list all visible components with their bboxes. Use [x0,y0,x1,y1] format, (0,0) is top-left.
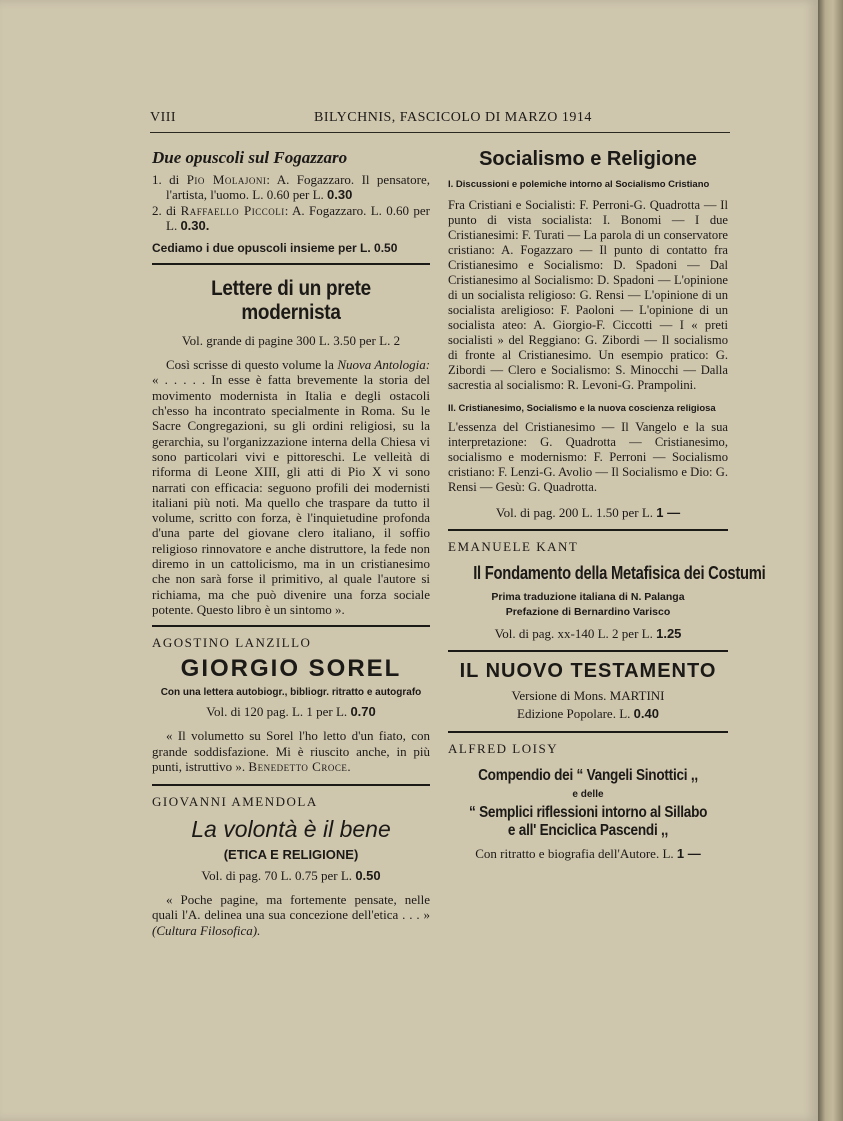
vol-text: Con ritratto e biografia dell'Autore. L. [475,846,674,861]
sorel-subtitle: Con una lettera autobiogr., bibliogr. ritratto e autografo [160,687,422,699]
divider [152,625,430,627]
amendola-subtitle: (ETICA E RELIGIONE) [223,847,359,863]
running-title: BILYCHNIS, FASCICOLO DI MARZO 1914 [314,110,592,125]
vol-price: 0.70 [350,704,376,720]
item-price: 0.30 [327,187,353,203]
kant-title: Il Fondamento della Metafisica dei Costumi [473,563,766,583]
edition-text: Edizione Popolare. L. [517,706,631,721]
page-edge [818,0,843,1121]
kant-translator: Prima traduzione italiana di N. Palanga [491,591,685,603]
kant-vol [448,626,728,642]
amendola-section [152,794,430,938]
divider [152,784,430,786]
loisy-title-1: Compendio dei “ Vangeli Sinottici ,, [478,767,698,784]
list-item [152,203,430,234]
socialismo-title: Socialismo e Religione [479,148,697,170]
body-text: « . . . . . In esse è fatta brevemente la storia del movimento modernista in Italia e degli ostacoli ch'esso ha incontrato specialmente in Roma. Su le Sacre Congregazioni, su gli ordini religiosi, su la gerarchia, su l'organizzazione interna della Chiesa vi sono particolari vivi e pittoreschi. Le velleità di riforma di Leone XIII, gli atti di Pio X vi sono narrati con efficacia: seguono profili dei modernisti italiani più noti. Ma quello che traspare da tutto il volume, scritto con forza, è l'inquietudine profonda d'una parte del giovane clero italiano, il soffio religioso rinnovatore e anche distruttore, la fede non diremo in un cattolicismo, ma in un cristianesimo che non sarà forse il primitivo, al quale l'autore si richiama, ma che può divenire una forza sociale potente. Questo libro è un sintomo ». [152,372,430,617]
sorel-title: GIORGIO SOREL [180,655,402,683]
item-text: : A. Fogazzaro. L. 0.60 per L. [166,202,431,233]
socialismo-section-2: II. Cristianesimo, Socialismo e la nuova coscienza religiosa [448,403,716,414]
divider [152,263,430,265]
quote-source: (Cultura Filosofica). [152,922,261,938]
sorel-quote [152,728,430,774]
item-number: 2. di [152,202,177,218]
amendola-quote [152,892,430,938]
vol-text: Vol. di pag. xx-140 L. 2 per L. [494,626,653,641]
amendola-vol [152,868,430,884]
body-text: Così scrisse di questo volume la [166,357,334,373]
kant-author: EMANUELE KANT [448,539,579,554]
vol-price: 1 — [656,505,681,520]
vol-price: 1.25 [656,626,682,641]
testamento-version: Versione di Mons. MARTINI [511,688,665,703]
list-item [152,172,430,203]
kant-section [448,539,766,642]
lettere-title: Lettere di un prete modernista [211,277,371,325]
item-number: 1. di [152,172,180,187]
vol-price: 1 — [676,846,701,861]
kant-preface: Prefazione di Bernardino Varisco [505,606,671,618]
loisy-title-2: “ Semplici riflessioni intorno al Sillabo [469,804,708,821]
page-number: VIII [150,110,177,125]
divider [448,650,728,652]
divider [448,731,728,733]
lettere-body [152,357,430,617]
fogazzaro-section [152,148,430,255]
sorel-vol [152,704,430,720]
amendola-title: La volontà è il bene [191,816,391,843]
testamento-title: IL NUOVO TESTAMENTO [459,660,717,682]
vol-price: 0.50 [355,868,381,884]
loisy-and: e delle [572,789,604,800]
divider [448,529,728,531]
amendola-author: GIOVANNI AMENDOLA [152,794,318,810]
loisy-vol [448,846,728,862]
vol-text: Vol. di pag. 200 L. 1.50 per L. [495,505,654,520]
left-column [152,148,430,938]
fogazzaro-offer: Cediamo i due opuscoli insieme per L. 0.50 [152,241,398,256]
fogazzaro-list [152,172,430,233]
body-source: Nuova Antologia: [337,357,431,373]
vol-text: Vol. di pag. 70 L. 0.75 per L. [201,868,353,884]
item-author: Raffaello Piccoli [180,202,285,218]
loisy-section [448,741,728,862]
testamento-edition [448,705,728,723]
header-rule [150,132,730,133]
edition-price: 0.40 [633,706,659,721]
item-author: Pio Molajoni [186,172,267,187]
testamento-section [448,660,728,723]
quote-author: Benedetto Croce. [248,758,352,774]
fogazzaro-title: Due opuscoli sul Fogazzaro [152,148,348,167]
socialismo-text-1: Fra Cristiani e Socialisti: F. Perroni-G. Quadrotta — Il punto di vista socialista: I. Bonomi — I due Cristianesimi: F. Turati — La parola di un conservatore cristiano: A. Fogazzaro — Il punto di contatto fra Cristianesimo e Socialismo: D. Spadoni — Dal Cristianesimo al Socialismo: D. Spadoni — L'opinione di un socialista religioso: G. Rensi — L'opinione di un socialista areligioso: F. Paoloni — L'opinione di un socialista ateo: A. Giorgio-F. Ciccotti — I « preti socialisti » del Reggiano: G. Zibordi — Il socialismo di fronte al Cristianesimo. Un esempio pratico: G. Zibordi — Clero e Socialismo: S. Minocchi — Dalla sacrestia al socialismo: R. Levoni-G. Prampolini. [448,198,728,392]
sorel-section [152,635,430,774]
socialismo-section [448,148,728,521]
sorel-author: AGOSTINO LANZILLO [152,635,312,651]
loisy-author: ALFRED LOISY [448,741,559,756]
lettere-vol: Vol. grande di pagine 300 L. 3.50 per L. 2 [181,333,401,349]
right-column [448,148,766,870]
socialismo-text-2: L'essenza del Cristianesimo — Il Vangelo e la sua interpretazione: G. Quadrotta — Cristianesimo, socialismo e modernismo: F. Perroni — Socialismo cristiano: F. Lenzi-G. Avolio — Il Socialismo e Dio: G. Rensi — Gesù: G. Quadrotta. [448,420,728,494]
socialismo-vol [448,505,728,521]
item-text: : A. Fogazzaro. Il pensatore, l'artista, l'uomo. L. 0.60 per L. [166,172,430,203]
quote-text: « Poche pagine, ma fortemente pensate, nelle quali l'A. delinea una sua concezione dell'etica . . . » [152,892,430,923]
vol-text: Vol. di 120 pag. L. 1 per L. [206,704,348,720]
loisy-title-3: e all' Enciclica Pascendi ,, [507,822,669,839]
lettere-section [152,277,430,617]
quote-text: « Il volumetto su Sorel l'ho letto d'un fiato, con grande soddisfazione. Mi è riuscito anche, in più punti, istruttivo ». [152,728,430,774]
socialismo-section-1: I. Discussioni e polemiche intorno al Socialismo Cristiano [448,179,710,190]
item-price: 0.30. [180,217,210,233]
